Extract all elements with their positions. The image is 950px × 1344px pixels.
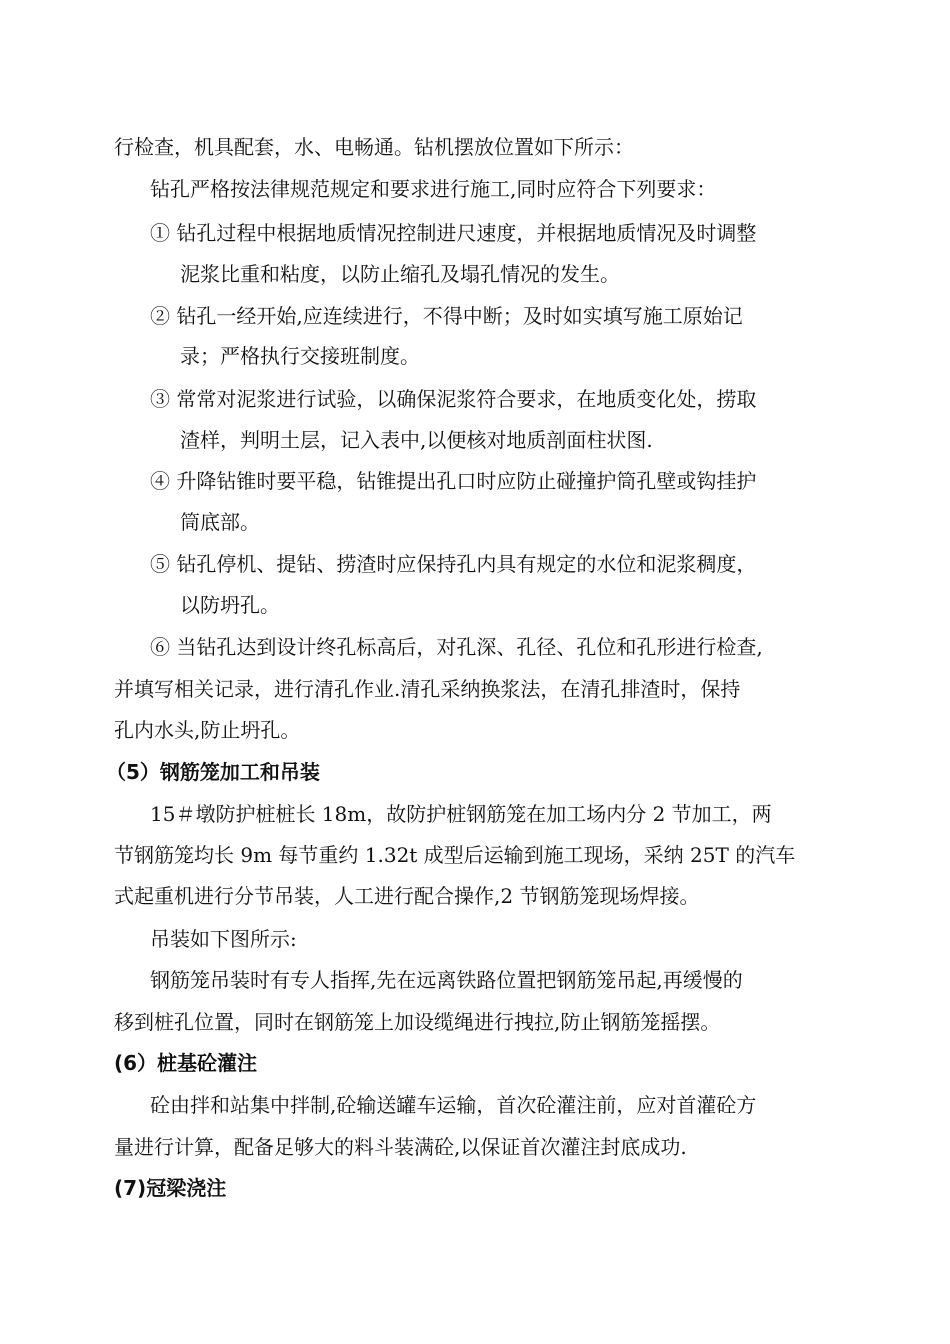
section-heading-7: (7)冠梁浇注 (114, 1176, 227, 1200)
paragraph-line: 15＃墩防护桩桩长 18m，故防护桩钢筋笼在加工场内分 2 节加工，两 (150, 802, 772, 826)
section-heading-6: (6）桩基砼灌注 (114, 1051, 258, 1075)
list-item-line: ② 钻孔一经开始,应连续进行，不得中断；及时如实填写施工原始记 (150, 304, 743, 328)
list-item-line: ③ 常常对泥浆进行试验，以确保泥浆符合要求，在地质变化处，捞取 (150, 387, 757, 411)
section-heading-5: （5）钢筋笼加工和吊装 (106, 760, 320, 784)
paragraph-line: 吊装如下图所示: (150, 927, 297, 951)
list-item-line: ④ 升降钻锥时要平稳，钻锥提出孔口时应防止碰撞护筒孔壁或钩挂护 (150, 469, 757, 493)
list-item-line: 以防坍孔。 (180, 593, 280, 617)
list-item-line: 泥浆比重和粘度，以防止缩孔及塌孔情况的发生。 (180, 262, 620, 286)
list-item-line: 渣样，判明土层，记入表中,以便核对地质剖面柱状图. (180, 428, 653, 452)
paragraph-line: 孔内水头,防止坍孔。 (114, 718, 301, 742)
paragraph-line: 量进行计算，配备足够大的料斗装满砼,以保证首次灌注封底成功. (114, 1135, 687, 1159)
paragraph-line: 移到桩孔位置，同时在钢筋笼上加设缆绳进行拽拉,防止钢筋笼摇摆。 (114, 1010, 721, 1034)
list-item-line: ① 钻孔过程中根据地质情况控制进尺速度，并根据地质情况及时调整 (150, 221, 757, 245)
list-item-line: 筒底部。 (180, 510, 260, 534)
paragraph-line: 并填写相关记录，进行清孔作业.清孔采纳换浆法，在清孔排渣时，保持 (114, 677, 741, 701)
list-item-line: 录；严格执行交接班制度。 (180, 344, 420, 368)
paragraph-line: 砼由拌和站集中拌制,砼输送罐车运输，首次砼灌注前，应对首灌砼方 (150, 1093, 757, 1117)
paragraph-line: 式起重机进行分节吊装，人工进行配合操作,2 节钢筋笼现场焊接。 (114, 884, 700, 908)
list-item-line: ⑤ 钻孔停机、提钻、捞渣时应保持孔内具有规定的水位和泥浆稠度， (150, 552, 757, 576)
paragraph-line: 节钢筋笼均长 9m 每节重约 1.32t 成型后运输到施工现场，采纳 25T 的汽车 (114, 843, 796, 867)
paragraph-line: 钻孔严格按法律规范规定和要求进行施工,同时应符合下列要求： (150, 177, 717, 201)
list-item-line: ⑥ 当钻孔达到设计终孔标高后，对孔深、孔径、孔位和孔形进行检查, (150, 635, 763, 659)
paragraph-line: 钢筋笼吊装时有专人指挥,先在远离铁路位置把钢筋笼吊起,再缓慢的 (150, 968, 743, 992)
paragraph-line: 行检查，机具配套，水、电畅通。钻机摆放位置如下所示： (114, 135, 634, 159)
